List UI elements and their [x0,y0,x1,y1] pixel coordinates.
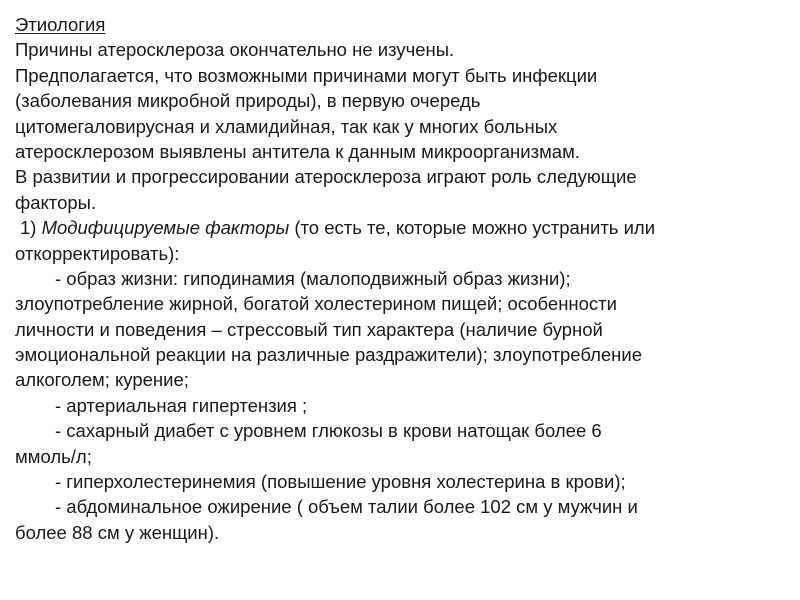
item-rest: (то есть те, которые можно устранить или [294,217,656,239]
factor-item-heading [15,215,790,240]
bullet-cont-line: злоупотребление жирной, богатой холестерином пищей; особенности [15,293,617,315]
bullet-cont-line: более 88 см у женщин). [15,521,220,543]
section-heading: Этиология [15,14,106,35]
bullet-text: - гиперхолестеринемия (повышение уровня холестерина в крови); [55,471,626,493]
bullet-cont-line: ммоль/л; [15,445,92,467]
bullet-text: - артериальная гипертензия ; [55,394,308,416]
paragraph-line: факторы. [15,191,97,213]
factor-item-heading-cont: откорректировать): [15,242,180,264]
bullet-text: - образ жизни: гиподинамия (малоподвижный образ жизни); [55,267,571,289]
bullet-text: - абдоминальное ожирение ( объем талии более 102 см у мужчин и [55,496,638,518]
bullet-lifestyle [15,266,790,291]
item-emphasis: Модифицируемые факторы [41,217,290,239]
bullet-obesity [15,494,790,519]
bullet-hypercholesterolemia [15,469,790,494]
paragraph-line: атеросклерозом выявлены антитела к данным микроорганизмам. [15,140,580,162]
paragraph-line: В развитии и прогрессировании атеросклероза играют роль следующие [15,166,637,188]
item-number: 1) [20,217,37,239]
paragraph-line: (заболевания микробной природы), в первую очередь [15,90,481,112]
bullet-hypertension [15,393,790,418]
paragraph-line: Предполагается, что возможными причинами могут быть инфекции [15,64,598,86]
paragraph-line: цитомегаловирусная и хламидийная, так как у многих больных [15,115,558,137]
bullet-text: - сахарный диабет с уровнем глюкозы в крови натощак более 6 [55,420,602,442]
bullet-diabetes [15,418,790,443]
document-text [15,12,790,545]
bullet-cont-line: алкоголем; курение; [15,369,189,391]
paragraph-line: Причины атеросклероза окончательно не изучены. [15,39,455,61]
bullet-cont-line: личности и поведения – стрессовый тип характера (наличие бурной [15,318,603,340]
bullet-cont-line: эмоциональной реакции на различные раздражители); злоупотребление [15,344,643,366]
